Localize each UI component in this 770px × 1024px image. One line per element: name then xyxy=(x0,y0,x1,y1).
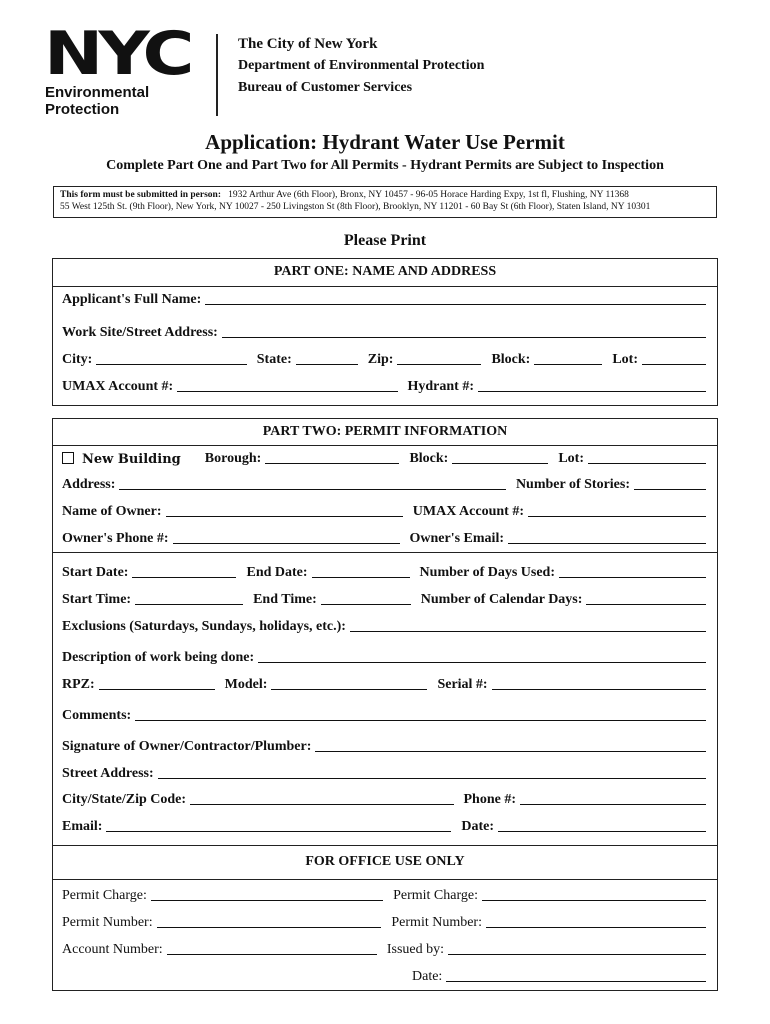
street-address-field[interactable] xyxy=(158,777,706,779)
notice-intro: This form must be submitted in person: xyxy=(60,190,221,200)
account-number-field[interactable] xyxy=(167,953,377,955)
logo-line-1: Environmental xyxy=(45,84,150,101)
org-city: The City of New York xyxy=(238,36,378,52)
notice-addresses-2: 55 West 125th St. (9th Floor), New York, NY 10027 - 250 Livingston St (8th Floor), Brooklyn, NY 11201 - 60 Bay St (6th Floor), Staten Island, NY 10301 xyxy=(60,202,651,212)
row-dates xyxy=(62,563,708,581)
row-city-state-zip-phone xyxy=(62,790,708,808)
permit-number-label-1: Permit Number: xyxy=(62,915,153,930)
row-rpz xyxy=(62,675,708,693)
part-one-divider xyxy=(53,286,717,287)
logo-subtitle xyxy=(45,84,149,118)
calendar-days-label: Number of Calendar Days: xyxy=(420,592,583,607)
end-time-label: End Time: xyxy=(253,592,317,607)
address-field[interactable] xyxy=(119,488,506,490)
start-time-field[interactable] xyxy=(135,603,243,605)
row-email-date xyxy=(62,817,708,835)
serial-field[interactable] xyxy=(492,688,706,690)
end-date-field[interactable] xyxy=(312,576,410,578)
exclusions-label: Exclusions (Saturdays, Sundays, holidays, etc.): xyxy=(62,619,346,634)
new-building-checkbox[interactable] xyxy=(62,452,74,464)
email-field[interactable] xyxy=(106,830,451,832)
start-time-label: Start Time: xyxy=(62,592,132,607)
stories-label: Number of Stories: xyxy=(515,477,630,492)
exclusions-field[interactable] xyxy=(350,630,706,632)
permit-charge-label-2: Permit Charge: xyxy=(393,888,478,903)
row-account-issued xyxy=(62,940,708,958)
office-use-header: FOR OFFICE USE ONLY xyxy=(305,854,465,869)
lot-label: Lot: xyxy=(612,352,638,367)
end-date-label: End Date: xyxy=(246,565,308,580)
applicant-name-label: Applicant's Full Name: xyxy=(62,292,202,307)
row-address-stories xyxy=(62,475,708,493)
borough-label: Borough: xyxy=(204,451,262,466)
row-owner-contact xyxy=(62,529,708,547)
days-used-field[interactable] xyxy=(559,576,706,578)
part-one-header: PART ONE: NAME AND ADDRESS xyxy=(273,264,497,279)
signature-field[interactable] xyxy=(315,750,706,752)
model-field[interactable] xyxy=(271,688,427,690)
lot-field[interactable] xyxy=(642,363,706,365)
office-use-divider xyxy=(53,879,717,880)
row-owner-umax xyxy=(62,502,708,520)
row-new-building xyxy=(62,449,708,467)
phone-field[interactable] xyxy=(520,803,706,805)
comments-label: Comments: xyxy=(62,708,132,723)
rpz-label: RPZ: xyxy=(62,677,95,692)
work-site-label: Work Site/Street Address: xyxy=(62,325,218,340)
row-office-date xyxy=(412,967,708,985)
applicant-name-field[interactable] xyxy=(205,303,706,305)
city-field[interactable] xyxy=(96,363,246,365)
description-field[interactable] xyxy=(258,661,706,663)
owner-phone-label: Owner's Phone #: xyxy=(62,531,169,546)
work-site-field[interactable] xyxy=(222,336,706,338)
zip-label: Zip: xyxy=(367,352,394,367)
permit-charge-field-2[interactable] xyxy=(482,899,706,901)
office-date-field[interactable] xyxy=(446,980,706,982)
permit-charge-field-1[interactable] xyxy=(151,899,383,901)
permit-number-field-2[interactable] xyxy=(486,926,706,928)
nyc-logo-mark: NYC xyxy=(44,19,190,89)
calendar-days-field[interactable] xyxy=(586,603,706,605)
serial-label: Serial #: xyxy=(437,677,488,692)
permit-number-label-2: Permit Number: xyxy=(391,915,482,930)
row-street-address xyxy=(62,764,708,782)
row-times xyxy=(62,590,708,608)
part-two-divider-middle xyxy=(53,552,717,553)
form-subtitle: Complete Part One and Part Two for All Permits - Hydrant Permits are Subject to Inspection xyxy=(106,158,664,173)
comments-field[interactable] xyxy=(135,719,706,721)
owner-name-label: Name of Owner: xyxy=(62,504,162,519)
header-divider xyxy=(216,34,218,116)
stories-field[interactable] xyxy=(634,488,706,490)
owner-name-field[interactable] xyxy=(166,515,403,517)
owner-phone-field[interactable] xyxy=(173,542,400,544)
owner-email-label: Owner's Email: xyxy=(409,531,504,546)
state-label: State: xyxy=(256,352,292,367)
please-print: Please Print xyxy=(343,232,427,249)
city-label: City: xyxy=(62,352,93,367)
notice-addresses-1: 1932 Arthur Ave (6th Floor), Bronx, NY 10457 - 96-05 Horace Harding Expy, 1st fl, Flushing, NY 11368 xyxy=(228,190,629,200)
umax-field[interactable] xyxy=(177,390,397,392)
permit-number-field-1[interactable] xyxy=(157,926,382,928)
org-department: Department of Environmental Protection xyxy=(238,58,485,73)
days-used-label: Number of Days Used: xyxy=(419,565,556,580)
umax-label: UMAX Account #: xyxy=(62,379,174,394)
street-address-label: Street Address: xyxy=(62,766,154,781)
row-umax-hydrant xyxy=(62,377,708,395)
state-field[interactable] xyxy=(296,363,358,365)
pt2-block-field[interactable] xyxy=(452,462,548,464)
pt2-umax-field[interactable] xyxy=(528,515,706,517)
zip-field[interactable] xyxy=(397,363,481,365)
row-description xyxy=(62,648,708,666)
date-label: Date: xyxy=(461,819,494,834)
row-permit-charge xyxy=(62,886,708,904)
org-bureau: Bureau of Customer Services xyxy=(238,80,413,95)
account-number-label: Account Number: xyxy=(62,942,163,957)
row-work-site xyxy=(62,323,708,341)
end-time-field[interactable] xyxy=(321,603,411,605)
model-label: Model: xyxy=(224,677,268,692)
logo-line-2: Protection xyxy=(45,101,120,118)
new-building-option[interactable] xyxy=(62,452,181,467)
part-two-header: PART TWO: PERMIT INFORMATION xyxy=(262,424,508,439)
notice-line-1 xyxy=(60,189,716,201)
pt2-lot-label: Lot: xyxy=(558,451,584,466)
issued-by-label: Issued by: xyxy=(386,942,444,957)
description-label: Description of work being done: xyxy=(62,650,255,665)
block-label: Block: xyxy=(491,352,531,367)
new-building-label: New Building xyxy=(82,452,181,467)
office-date-label: Date: xyxy=(412,969,443,984)
issued-by-field[interactable] xyxy=(448,953,706,955)
signature-label: Signature of Owner/Contractor/Plumber: xyxy=(62,739,312,754)
part-two-divider-top xyxy=(53,445,717,446)
date-field[interactable] xyxy=(498,830,706,832)
pt2-lot-field[interactable] xyxy=(588,462,706,464)
city-state-zip-field[interactable] xyxy=(190,803,453,805)
submission-notice xyxy=(53,186,717,218)
owner-email-field[interactable] xyxy=(508,542,706,544)
start-date-field[interactable] xyxy=(132,576,236,578)
pt2-umax-label: UMAX Account #: xyxy=(412,504,524,519)
hydrant-label: Hydrant #: xyxy=(407,379,474,394)
row-exclusions xyxy=(62,617,708,635)
email-label: Email: xyxy=(62,819,103,834)
phone-label: Phone #: xyxy=(463,792,516,807)
row-comments xyxy=(62,706,708,724)
rpz-field[interactable] xyxy=(99,688,215,690)
pt2-block-label: Block: xyxy=(409,451,449,466)
block-field[interactable] xyxy=(534,363,602,365)
row-city-state-zip xyxy=(62,350,708,368)
row-permit-number xyxy=(62,913,708,931)
permit-charge-label-1: Permit Charge: xyxy=(62,888,147,903)
start-date-label: Start Date: xyxy=(62,565,129,580)
row-signature xyxy=(62,737,708,755)
address-label: Address: xyxy=(62,477,116,492)
hydrant-field[interactable] xyxy=(478,390,706,392)
borough-field[interactable] xyxy=(265,462,399,464)
city-state-zip-label: City/State/Zip Code: xyxy=(62,792,187,807)
row-applicant-name xyxy=(62,290,708,308)
form-title: Application: Hydrant Water Use Permit xyxy=(205,130,565,154)
